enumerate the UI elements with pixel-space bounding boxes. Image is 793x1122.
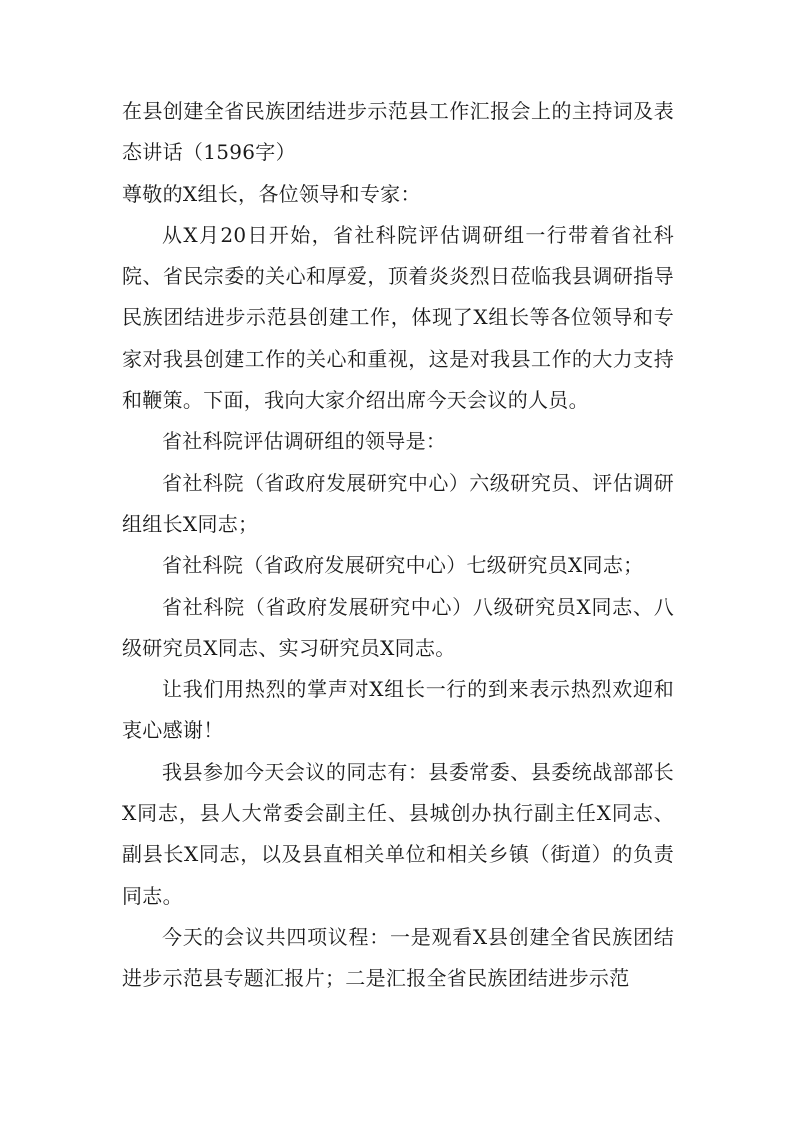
paragraph: 省社科院评估调研组的领导是： bbox=[162, 429, 447, 454]
paragraph: 让我们用热烈的掌声对X组长一行的到来表示热烈欢迎和衷心感谢！ bbox=[122, 677, 674, 743]
document-body bbox=[122, 91, 674, 1000]
paragraph: 省社科院（省政府发展研究中心）七级研究员X同志； bbox=[162, 553, 644, 578]
paragraph: 今天的会议共四项议程：一是观看X县创建全省民族团结进步示范县专题汇报片；二是汇报全省民族团结进步示范 bbox=[122, 924, 674, 991]
salutation: 尊敬的X组长，各位领导和专家： bbox=[122, 181, 421, 206]
paragraph: 省社科院（省政府发展研究中心）六级研究员、评估调研组组长X同志； bbox=[122, 470, 674, 536]
paragraph: 省社科院（省政府发展研究中心）八级研究员X同志、八级研究员X同志、实习研究员X同志。 bbox=[122, 594, 674, 660]
paragraph: 从X月20日开始，省社科院评估调研组一行带着省社科院、省民宗委的关心和厚爱，顶着炎炎烈日莅临我县调研指导民族团结进步示范县创建工作，体现了X组长等各位领导和专家对我县创建工作的关心和重视，这是对我县工作的大力支持和鞭策。下面，我向大家介绍出席今天会议的人员。 bbox=[122, 222, 674, 413]
document-title: 在县创建全省民族团结进步示范县工作汇报会上的主持词及表态讲话（1596字） bbox=[122, 99, 674, 165]
paragraph: 我县参加今天会议的同志有：县委常委、县委统战部部长X同志，县人大常委会副主任、县城创办执行副主任X同志、副县长X同志，以及县直相关单位和相关乡镇（街道）的负责同志。 bbox=[122, 759, 674, 908]
